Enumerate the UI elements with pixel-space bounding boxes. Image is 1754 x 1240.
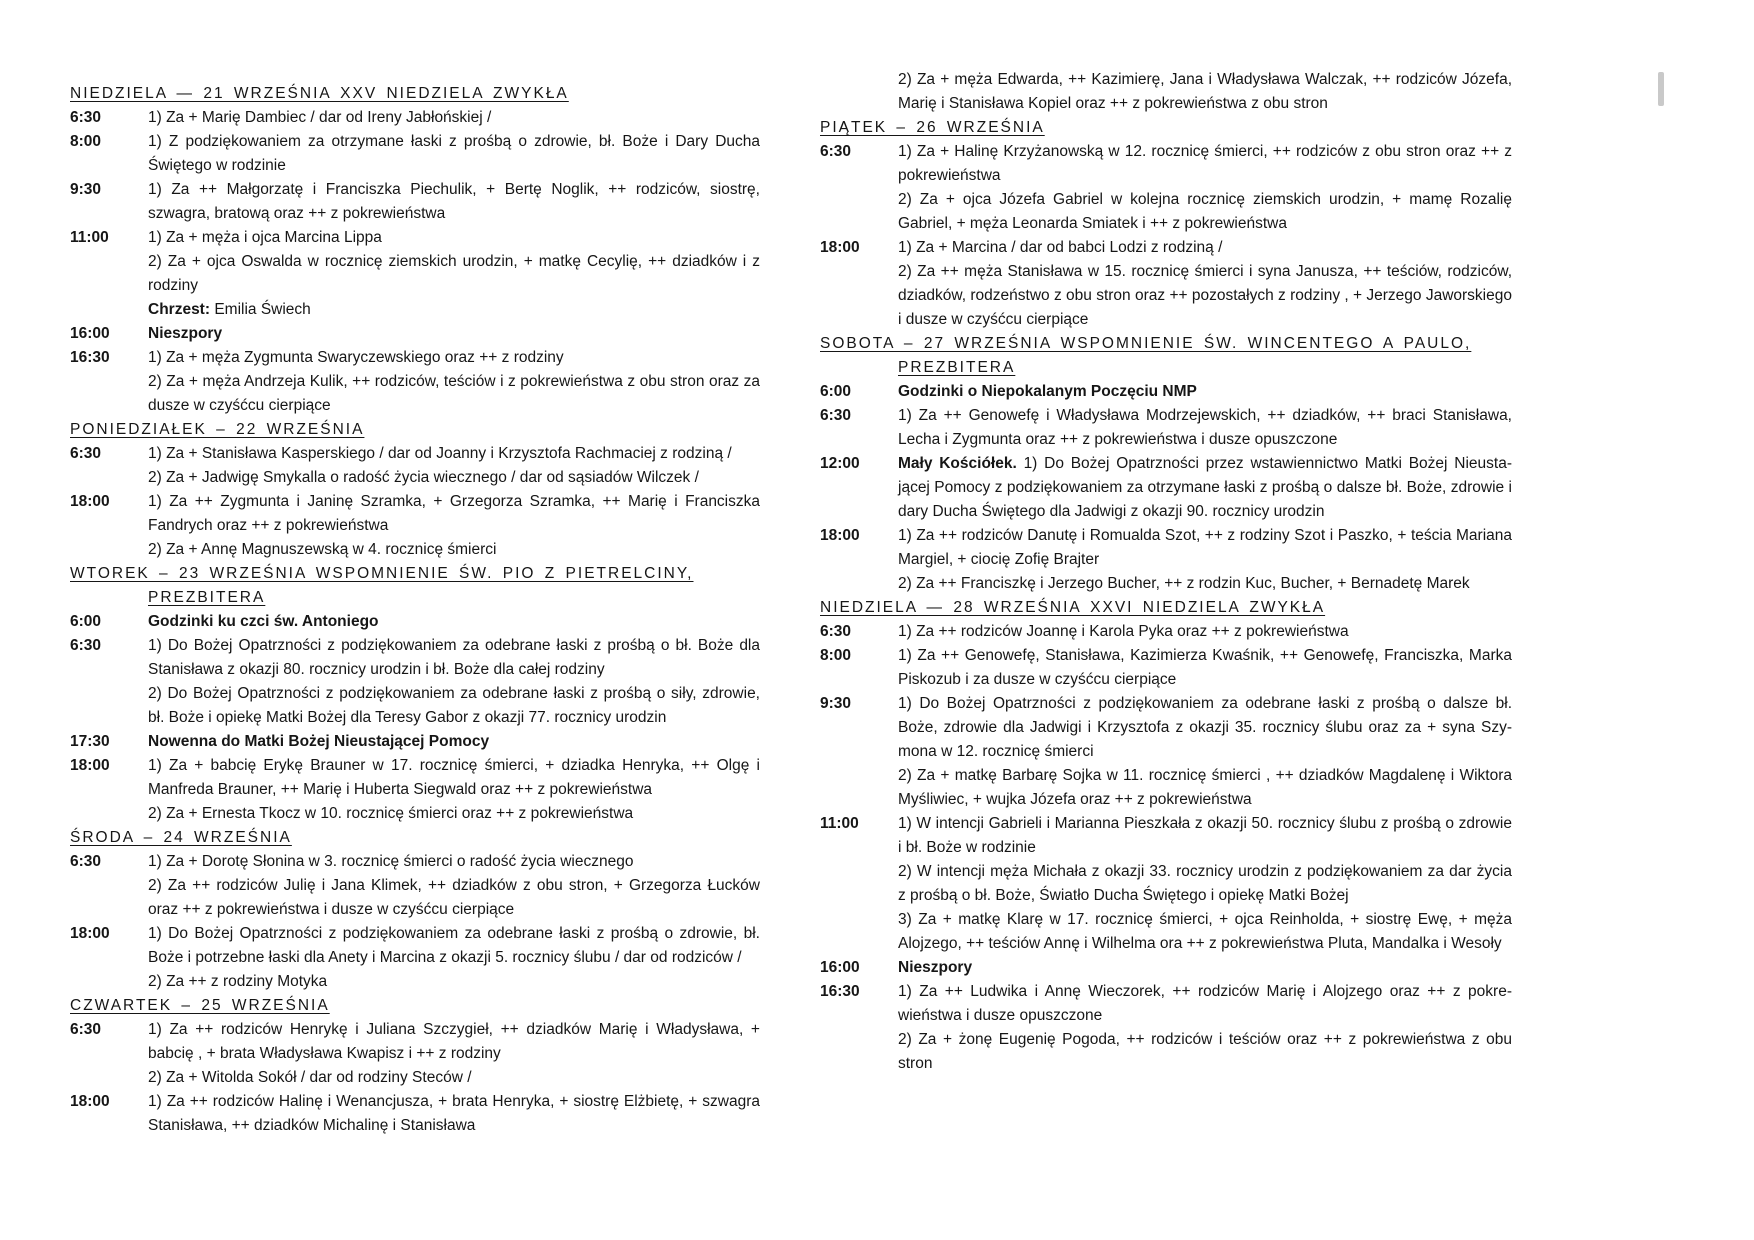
intention-text: 1) Za + Stanisława Kasperskiego / dar od Joanny i Krzysztofa Rachmaciej z rodziną / [148, 445, 732, 462]
time-label: 11:00 [820, 815, 859, 832]
intention-text: 2) Za ++ z rodziny Motyka [148, 973, 328, 990]
schedule-row [820, 692, 1512, 812]
intention-text: 1) Za + babcię Erykę Brauner w 17. rocznicę śmierci, + dziadka Henryka, ++ Olgę i Manfreda Brauner, ++ Marię i Huberta Siegwald oraz ++ z pokrewieństwa [148, 757, 760, 798]
intentions [898, 68, 1512, 116]
time-label: 18:00 [70, 1093, 110, 1110]
schedule-row [70, 610, 760, 634]
intentions [898, 452, 1512, 524]
day-section [70, 994, 760, 1138]
intention-text: Nowenna do Matki Bożej Nieustającej Pomocy [148, 733, 490, 750]
day-heading: WTOREK – 23 WRZEŚNIA WSPOMNIENIE ŚW. PIO Z PIETRELCINY, PREZBITERA [70, 565, 694, 606]
day-heading: CZWARTEK – 25 WRZEŚNIA [70, 997, 330, 1014]
day-section [820, 596, 1512, 1076]
day-section [820, 332, 1512, 596]
intention-text: 1) Za ++ rodziców Danutę i Romualda Szot, ++ z rodziny Szot i Paszko, + teścia Mariana Margiel, + ciocię Zofię Brajter [898, 527, 1512, 568]
intentions [898, 644, 1512, 692]
right-column [820, 68, 1512, 1076]
day-heading: ŚRODA – 24 WRZEŚNIA [70, 829, 292, 846]
time-label: 6:30 [820, 623, 852, 640]
intention-text: 1) Za + Dorotę Słonina w 3. rocznicę śmierci o radość życia wiecznego [148, 853, 634, 870]
schedule-row [820, 404, 1512, 452]
intentions [898, 404, 1512, 452]
day-heading: NIEDZIELA — 28 WRZEŚNIA XXVI NIEDZIELA ZWYKŁA [820, 599, 1326, 616]
intention-text: 2) Za + Witolda Sokół / dar od rodziny Steców / [148, 1069, 472, 1086]
intentions [148, 1090, 760, 1138]
intention-text: 1) Do Bożej Opatrzności z podziękowaniem za odebrane łaski z prośbą o bł. Boże dla Stanisława z okazji 80. rocznicy urodzin i bł. Boże dla całej rodziny [148, 637, 760, 678]
schedule-row [820, 140, 1512, 236]
time-label: 6:30 [820, 407, 852, 424]
schedule-row [70, 442, 760, 490]
intention-text: 2) Za + matkę Barbarę Sojka w 11. rocznicę śmierci , ++ dziadków Magdalenę i Wiktora Myśliwiec, + wujka Józefa oraz ++ z pokrewieństwa [898, 767, 1512, 808]
schedule-row [70, 634, 760, 730]
intentions [898, 524, 1512, 596]
intention-text: 1) Za ++ Małgorzatę i Franciszka Piechulik, + Bertę Noglik, ++ rodziców, siostrę, szwagra, bratową oraz ++ z pokrewieństwa [148, 181, 760, 222]
intentions [898, 140, 1512, 236]
time-label: 6:30 [70, 853, 102, 870]
intention-text: 1) Za + męża Zygmunta Swaryczewskiego oraz ++ z rodziny [148, 349, 564, 366]
intention-text: 2) Za + Annę Magnuszewską w 4. rocznicę śmierci [148, 541, 497, 558]
time-label [820, 68, 898, 116]
intention-text: 2) Za + męża Andrzeja Kulik, ++ rodziców, teściów i z pokrewieństwa z obu stron oraz za dusze w czyśćcu cierpiące [148, 373, 760, 414]
intention-text: 3) Za + matkę Klarę w 17. rocznicę śmierci, + ojca Reinholda, + siostrę Ewę, + męża Alojzego, ++ teściów Annę i Wilhelma ora ++ z pokrewieństwa Pluta, Mandalka i Wesoły [898, 911, 1512, 952]
day-section [70, 562, 760, 826]
intention-text: 1) Za + Halinę Krzyżanowską w 12. rocznicę śmierci, ++ rodziców z obu stron oraz ++ z pokrewieństwa [898, 143, 1512, 184]
intention-text: 2) Za ++ męża Stanisława w 15. rocznicę śmierci i syna Janusza, ++ teściów, rodziców, dziadków, rodzeństwo z obu stron oraz ++ pozostałych z rodziny , + Jerzego Jaworskiego i dusze w czyśćcu cierpiące [898, 263, 1512, 328]
day-section [820, 116, 1512, 332]
intention-text: 1) Za ++ rodziców Joannę i Karola Pyka oraz ++ z pokrewieństwa [898, 623, 1349, 640]
intention-text: 1) Za + Marcina / dar od babci Lodzi z rodziną / [898, 239, 1223, 256]
intentions [148, 346, 760, 418]
schedule-row [820, 236, 1512, 332]
time-label: 18:00 [820, 527, 860, 544]
intentions [148, 178, 760, 226]
intention-text: 1) Do Bożej Opatrzności z podziękowaniem za odebrane łaski z prośbą o zdrowie, bł. Boże i potrzebne łaski dla Anety i Marcina z okazji 5. rocznicy ślubu / dar od rodziców / [148, 925, 760, 966]
intention-text: Mały Kościółek. 1) Do Bożej Opatrzności przez wstawiennictwo Matki Bożej Nieustającej Pomocy z podziękowaniem za otrzymane łaski z prośbą o dalsze bł. Boże, zdrowie i dary Ducha Świętego dla Jadwigi z okazji 90. rocznicy urodzin [898, 455, 1512, 520]
scan-artifact [1658, 72, 1664, 106]
time-label: 18:00 [70, 493, 110, 510]
intentions [148, 1018, 760, 1090]
intention-text: 2) Za ++ rodziców Julię i Jana Klimek, ++ dziadków z obu stron, + Grzegorza Łucków oraz ++ z pokrewieństwa i dusze w czyśćcu cierpiące [148, 877, 760, 918]
intentions [148, 490, 760, 562]
time-label: 9:30 [70, 181, 102, 198]
schedule-row [70, 754, 760, 826]
time-label: 17:30 [70, 733, 110, 750]
intentions [148, 754, 760, 826]
intention-text: 1) Za ++ Genowefę, Stanisława, Kazimierza Kwaśnik, ++ Genowefę, Franciszka, Marka Piskozub i za dusze w czyśćcu cierpiące [898, 647, 1512, 688]
intention-text: 2) Za + Ernesta Tkocz w 10. rocznicę śmierci oraz ++ z pokrewieństwa [148, 805, 634, 822]
intention-text: 2) Za + żonę Eugenię Pogoda, ++ rodziców i teściów oraz ++ z pokrewieństwa z obu stron [898, 1031, 1512, 1072]
day-heading: PIĄTEK – 26 WRZEŚNIA [820, 119, 1045, 136]
time-label: 8:00 [820, 647, 852, 664]
intentions [898, 620, 1512, 644]
intentions [148, 730, 760, 754]
schedule-row [820, 980, 1512, 1076]
time-label: 16:00 [820, 959, 860, 976]
intentions [148, 634, 760, 730]
day-heading: PONIEDZIAŁEK – 22 WRZEŚNIA [70, 421, 365, 438]
time-label: 18:00 [820, 239, 860, 256]
intention-text: 2) Za + męża Edwarda, ++ Kazimierę, Jana i Władysława Walczak, ++ rodziców Józefa, Marię i Stanisława Kopiel oraz ++ z pokrewieństwa z obu stron [898, 71, 1512, 112]
intentions [148, 442, 760, 490]
intentions [898, 692, 1512, 812]
schedule-row [70, 346, 760, 418]
time-label: 6:30 [820, 143, 852, 160]
day-section [70, 418, 760, 562]
intention-text: 1) Za ++ rodziców Halinę i Wenancjusza, + brata Henryka, + siostrę Elżbietę, + szwagra Stanisława, ++ dziadków Michalinę i Stanisława [148, 1093, 760, 1134]
intentions [898, 236, 1512, 332]
schedule-row [70, 130, 760, 178]
time-label: 16:30 [70, 349, 110, 366]
schedule-row [70, 226, 760, 322]
intention-text: Chrzest: Emilia Świech [148, 301, 311, 318]
intentions [898, 812, 1512, 956]
time-label: 6:30 [70, 1021, 102, 1038]
schedule-row [70, 850, 760, 922]
intentions [898, 980, 1512, 1076]
intention-bold-prefix: Mały Kościółek. [898, 455, 1017, 472]
time-label: 11:00 [70, 229, 109, 246]
intention-text: 1) Za ++ Zygmunta i Janinę Szramka, + Grzegorza Szramka, ++ Marię i Franciszka Fandrych oraz ++ z pokrewieństwa [148, 493, 760, 534]
schedule-row [820, 380, 1512, 404]
schedule-row [70, 322, 760, 346]
schedule-row [70, 1090, 760, 1138]
schedule-row [820, 956, 1512, 980]
intention-text: 2) W intencji męża Michała z okazji 33. rocznicy urodzin z podziękowaniem za dar życia z prośbą o bł. Boże, Światło Ducha Świętego i opiekę Matki Bożej [898, 863, 1512, 904]
intentions [148, 850, 760, 922]
time-label: 18:00 [70, 757, 110, 774]
intentions [148, 130, 760, 178]
intentions [148, 322, 760, 346]
time-label: 6:00 [70, 613, 102, 630]
schedule-row [70, 730, 760, 754]
intentions [898, 380, 1512, 404]
schedule-row [820, 812, 1512, 956]
day-section [70, 826, 760, 994]
time-label: 6:30 [70, 637, 102, 654]
intention-text: 1) W intencji Gabrieli i Marianna Pieszkała z okazji 50. rocznicy ślubu z prośbą o zdrowie i bł. Boże w rodzinie [898, 815, 1512, 856]
time-label: 9:30 [820, 695, 852, 712]
intentions [148, 922, 760, 994]
intentions [148, 106, 760, 130]
time-label: 18:00 [70, 925, 110, 942]
time-label: 8:00 [70, 133, 102, 150]
day-heading: NIEDZIELA — 21 WRZEŚNIA XXV NIEDZIELA ZWYKŁA [70, 85, 569, 102]
schedule-row [70, 922, 760, 994]
left-column [70, 82, 760, 1138]
day-heading: SOBOTA – 27 WRZEŚNIA WSPOMNIENIE ŚW. WINCENTEGO A PAULO, PREZBITERA [820, 335, 1472, 376]
schedule-row [820, 620, 1512, 644]
intention-text: 2) Za + ojca Oswalda w rocznicę ziemskich urodzin, + matkę Cecylię, ++ dziadków i z rodziny [148, 253, 760, 294]
schedule-row [820, 452, 1512, 524]
intentions [148, 226, 760, 322]
intention-text: 2) Za + Jadwigę Smykalla o radość życia wiecznego / dar od sąsiadów Wilczek / [148, 469, 699, 486]
intention-text: Godzinki o Niepokalanym Poczęciu NMP [898, 383, 1197, 400]
intentions [148, 610, 760, 634]
time-label: 16:00 [70, 325, 110, 342]
schedule-row [70, 106, 760, 130]
intention-bold-prefix: Chrzest: [148, 301, 211, 318]
intentions [898, 956, 1512, 980]
intention-text: 1) Za ++ Genowefę i Władysława Modrzejewskich, ++ dziadków, ++ braci Stanisława, Lecha i Zygmunta oraz ++ z pokrewieństwa i dusze opuszczone [898, 407, 1512, 448]
intention-text: Nieszpory [148, 325, 223, 342]
time-label: 6:30 [70, 109, 102, 126]
schedule-row [70, 178, 760, 226]
time-label: 6:30 [70, 445, 102, 462]
intention-text: 1) Z podziękowaniem za otrzymane łaski z prośbą o zdrowie, bł. Boże i Dary Ducha Świętego w rodzinie [148, 133, 760, 174]
schedule-row [70, 490, 760, 562]
schedule-row [70, 1018, 760, 1090]
schedule-row [820, 68, 1512, 116]
intention-text: 2) Do Bożej Opatrzności z podziękowaniem za odebrane łaski z prośbą o siły, zdrowie, bł. Boże i opiekę Matki Bożej dla Teresy Gabor z okazji 77. rocznicy urodzin [148, 685, 760, 726]
day-section [70, 82, 760, 418]
schedule-row [820, 644, 1512, 692]
intention-text: Godzinki ku czci św. Antoniego [148, 613, 379, 630]
intention-text: 1) Do Bożej Opatrzności z podziękowaniem za odebrane łaski z prośbą o dalsze bł. Boże, zdrowie dla Jadwigi i Krzysztofa z okazji 35. rocznicy ślubu oraz za + syna Szymona w 12. rocznicę śmierci [898, 695, 1512, 760]
intention-text: 1) Za ++ Ludwika i Annę Wieczorek, ++ rodziców Marię i Alojzego oraz ++ z pokrewieństwa i dusze opuszczone [898, 983, 1512, 1024]
schedule-row [820, 524, 1512, 596]
time-label: 16:30 [820, 983, 860, 1000]
intention-text: 1) Za ++ rodziców Henrykę i Juliana Szczygieł, ++ dziadków Marię i Władysława, + babcię , + brata Władysława Kwapisz i ++ z rodziny [148, 1021, 760, 1062]
time-label: 6:00 [820, 383, 852, 400]
intention-text: 2) Za ++ Franciszkę i Jerzego Bucher, ++ z rodzin Kuc, Bucher, + Bernadetę Marek [898, 575, 1470, 592]
intention-text: 1) Za + męża i ojca Marcina Lippa [148, 229, 382, 246]
intention-text: 2) Za + ojca Józefa Gabriel w kolejna rocznicę ziemskich urodzin, + mamę Rozalię Gabriel, + męża Leonarda Smiatek i ++ z pokrewieństwa [898, 191, 1512, 232]
intention-text: 1) Za + Marię Dambiec / dar od Ireny Jabłońskiej / [148, 109, 492, 126]
intention-text: Nieszpory [898, 959, 973, 976]
day-section [820, 68, 1512, 116]
time-label: 12:00 [820, 455, 860, 472]
